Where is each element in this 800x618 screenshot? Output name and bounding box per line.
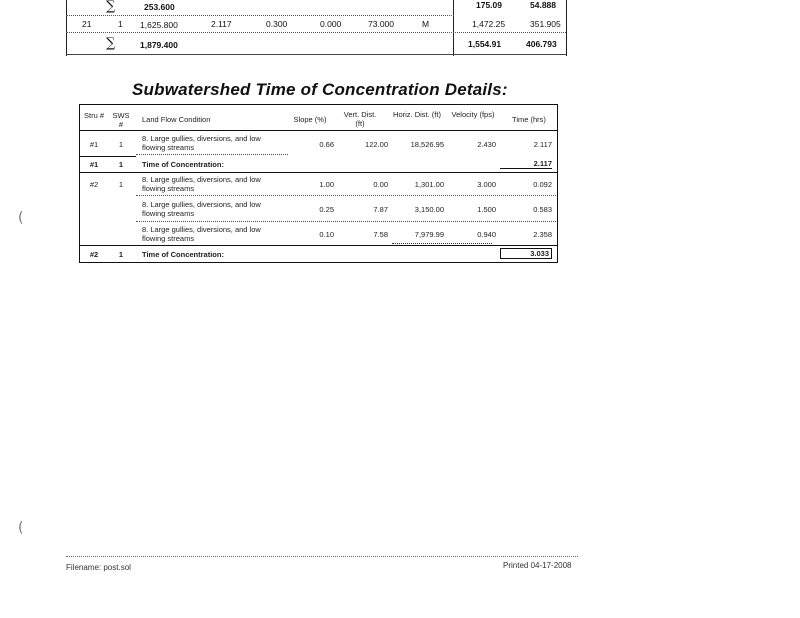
time-value: 0.583 (533, 205, 552, 214)
vert-dist-value: 7.58 (373, 230, 388, 239)
value-cell: 0.000 (320, 19, 342, 29)
time-value: 2.358 (533, 230, 552, 239)
sws-number: 1 (118, 250, 124, 259)
area-value: 1,625.800 (140, 20, 178, 30)
land-flow-condition: 8. Large gullies, diversions, and low flowing streams (142, 134, 261, 152)
time-of-concentration-label: Time of Concentration: (142, 250, 224, 259)
value-cell: 2.117 (211, 19, 232, 29)
row-divider (80, 245, 557, 246)
subtotal-area: 253.600 (144, 2, 175, 12)
velocity-value: 3.000 (477, 180, 496, 189)
total-underline (500, 168, 552, 169)
value-cell: 0.300 (266, 19, 288, 29)
land-flow-condition: 8. Large gullies, diversions, and low flowing streams (142, 200, 261, 218)
total-area: 1,879.400 (140, 40, 178, 50)
sws-number: 1 (118, 19, 123, 29)
row-divider (66, 15, 454, 16)
punch-hole-mark: ( (18, 210, 24, 226)
vert-dist-value: 0.00 (373, 180, 388, 189)
time-of-concentration-label: Time of Concentration: (142, 160, 224, 169)
value-cell: 351.905 (530, 19, 561, 29)
land-flow-condition: 8. Large gullies, diversions, and low flowing streams (142, 175, 261, 193)
horiz-dist-value: 7,979.99 (414, 230, 444, 239)
column-header-slope: Slope (%) (293, 115, 327, 124)
sws-number: 1 (118, 180, 124, 189)
row-divider (136, 195, 556, 196)
sws-number: 1 (118, 140, 124, 149)
summary-table (66, 0, 567, 56)
punch-hole-mark: ( (18, 520, 24, 536)
stru-number: 21 (82, 19, 92, 29)
stru-number: #2 (89, 250, 99, 259)
horiz-dist-value: 18,526.95 (410, 140, 444, 149)
column-header-land-flow: Land Flow Condition (142, 115, 211, 124)
total-a: 1,554.91 (468, 39, 502, 49)
velocity-value: 1.500 (477, 205, 496, 214)
stru-number: #1 (89, 160, 99, 169)
column-header-horiz-dist: Horiz. Dist. (ft) (393, 110, 441, 119)
value-cell: M (422, 19, 430, 29)
section-heading: Subwatershed Time of Concentration Details: (132, 80, 508, 99)
stru-number: #1 (89, 140, 99, 149)
vert-dist-value: 7.87 (373, 205, 388, 214)
stru-number: #2 (89, 180, 99, 189)
slope-value: 0.10 (319, 230, 334, 239)
slope-value: 0.25 (319, 205, 334, 214)
table-border (66, 0, 67, 56)
slope-value: 1.00 (319, 180, 334, 189)
land-flow-condition: 8. Large gullies, diversions, and low flowing streams (142, 225, 261, 243)
velocity-value: 0.940 (477, 230, 496, 239)
row-divider (66, 32, 566, 33)
sigma-symbol: ∑ (106, 0, 116, 14)
value-cell: 1,472.25 (472, 19, 506, 29)
footer-printed-date: Printed 04-17-2008 (503, 561, 572, 570)
value-cell: 73.000 (368, 19, 394, 29)
row-divider (80, 156, 136, 157)
footer-rule (66, 556, 578, 557)
toc-details-table (79, 104, 558, 263)
row-divider (392, 243, 492, 244)
time-of-concentration-value: 2.117 (533, 159, 552, 168)
column-header-stru: Stru # (83, 111, 104, 120)
column-header-velocity: Velocity (fps) (451, 110, 495, 119)
time-value: 0.092 (533, 180, 552, 189)
footer-filename: Filename: post.sol (66, 563, 131, 572)
sws-number: 1 (118, 160, 124, 169)
table-bottom-border (66, 54, 566, 55)
row-divider (136, 221, 556, 222)
horiz-dist-value: 3,150.00 (414, 205, 444, 214)
velocity-value: 2.430 (477, 140, 496, 149)
slope-value: 0.66 (319, 140, 334, 149)
subtotal-a: 175.09 (476, 0, 502, 10)
header-divider (80, 130, 557, 131)
sigma-symbol: ∑ (106, 36, 116, 51)
total-b: 406.793 (526, 39, 557, 49)
time-value: 2.117 (533, 140, 552, 149)
column-header-sws: SWS # (112, 111, 130, 129)
column-divider (453, 0, 454, 56)
time-of-concentration-value: 3.033 (500, 248, 552, 259)
subtotal-b: 54.888 (530, 0, 556, 10)
column-header-time: Time (hrs) (512, 115, 546, 124)
row-divider (136, 154, 288, 155)
row-divider (80, 172, 557, 173)
horiz-dist-value: 1,301.00 (414, 180, 444, 189)
column-header-vert-dist: Vert. Dist. (ft) (343, 110, 377, 128)
vert-dist-value: 122.00 (365, 140, 388, 149)
